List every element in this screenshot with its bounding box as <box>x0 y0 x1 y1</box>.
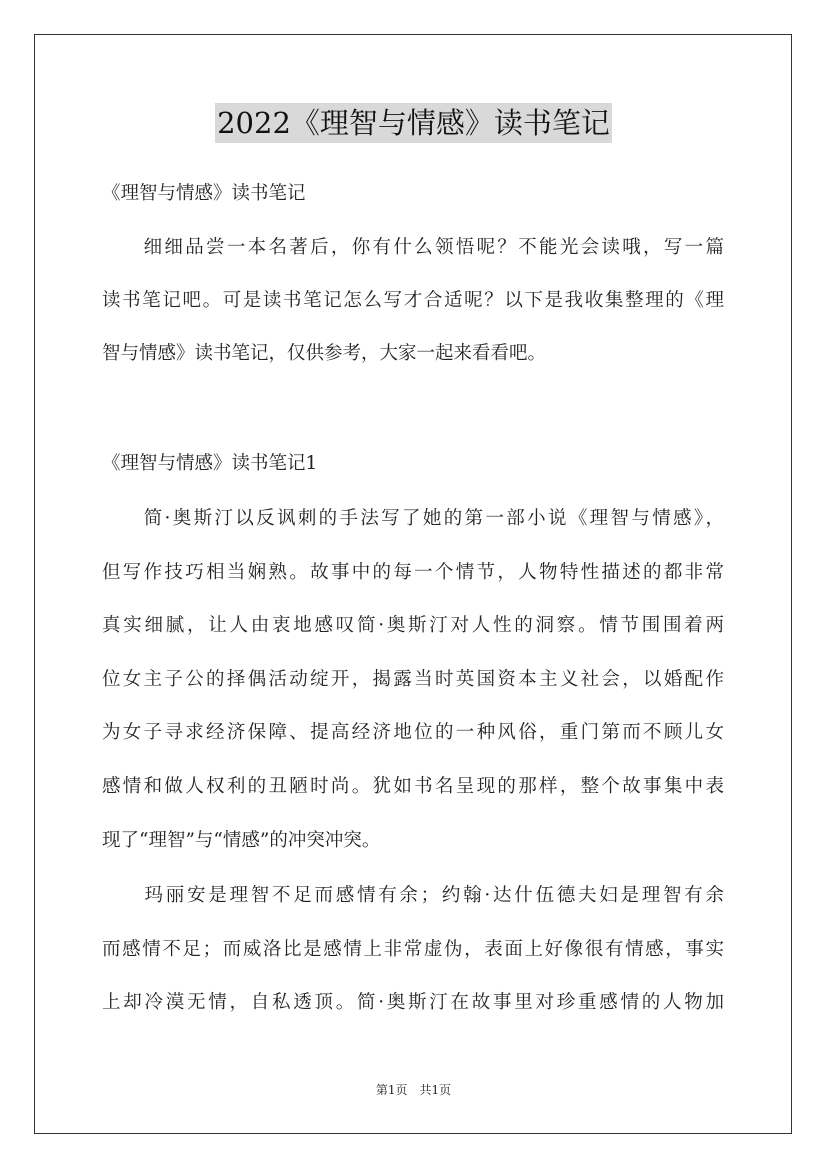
body-line: 上却冷漠无情，自私透顶。简·奥斯汀在故事里对珍重感情的人物加 <box>102 992 724 1013</box>
intro-line: 智与情感》读书笔记，仅供参考，大家一起来看看吧。 <box>102 343 547 364</box>
intro-heading: 《理智与情感》读书笔记 <box>102 183 306 204</box>
body-line: 但写作技巧相当娴熟。故事中的每一个情节，人物特性描述的都非常 <box>102 562 724 583</box>
page-footer: 第1页 共1页 <box>375 1083 452 1097</box>
intro-line: 读书笔记吧。可是读书笔记怎么写才合适呢？以下是我收集整理的《理 <box>102 290 724 311</box>
body-line: 真实细腻，让人由衷地感叹简·奥斯汀对人性的洞察。情节围围着两 <box>102 615 724 636</box>
body-line: 玛丽安是理智不足而感情有余；约翰·达什伍德夫妇是理智有余 <box>102 885 724 906</box>
body-line: 位女主子公的择偶活动绽开，揭露当时英国资本主义社会，以婚配作 <box>102 669 724 690</box>
title-container <box>0 103 827 143</box>
intro-line: 细细品尝一本名著后，你有什么领悟呢？不能光会读哦，写一篇 <box>102 237 724 258</box>
body-line: 感情和做人权利的丑陋时尚。犹如书名呈现的那样，整个故事集中表 <box>102 776 724 797</box>
body-line: 简·奥斯汀以反讽刺的手法写了她的第一部小说《理智与情感》， <box>102 508 724 529</box>
body-line: 为女子寻求经济保障、提高经济地位的一种风俗，重门第而不顾儿女 <box>102 722 724 743</box>
document-title: 2022《理智与情感》读书笔记 <box>215 103 612 143</box>
body-line: 而感情不足；而威洛比是感情上非常虚伪，表面上好像很有情感，事实 <box>102 939 724 960</box>
section1-heading: 《理智与情感》读书笔记1 <box>102 453 318 474</box>
body-line: 现了“理智”与“情感”的冲突冲突。 <box>102 830 381 851</box>
